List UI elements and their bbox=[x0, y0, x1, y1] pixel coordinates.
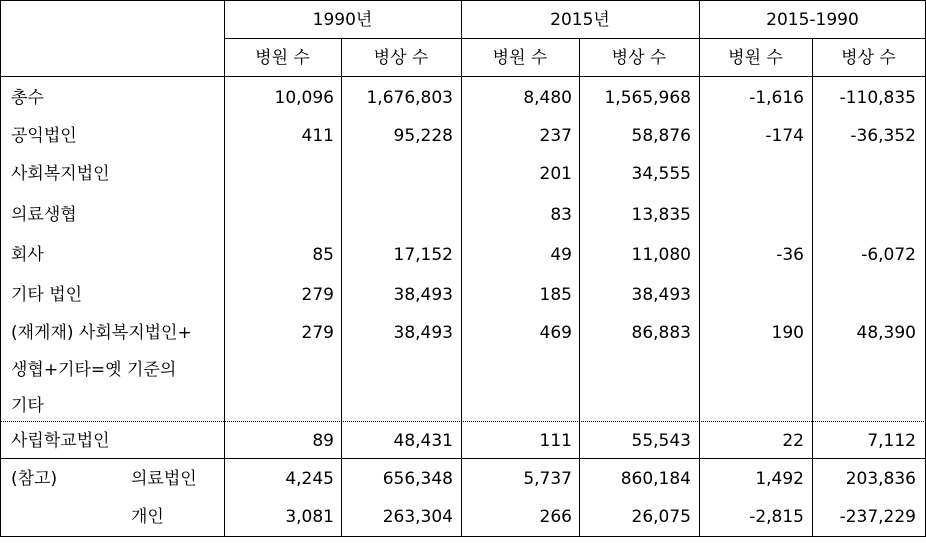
table-cell: 34,555 bbox=[631, 164, 691, 184]
table-cell: -237,229 bbox=[839, 507, 916, 527]
table-cell: -2,815 bbox=[749, 507, 804, 527]
table-cell: 13,835 bbox=[631, 205, 691, 225]
table-cell: 3,081 bbox=[285, 507, 334, 527]
table-cell: 1,492 bbox=[755, 469, 804, 489]
row-label: 회사 bbox=[11, 245, 44, 265]
table-cell: 5,737 bbox=[523, 469, 572, 489]
table-cell: 38,493 bbox=[631, 285, 691, 305]
subheader: 병상 수 bbox=[841, 48, 896, 68]
table-cell: 7,112 bbox=[867, 431, 916, 451]
subheader: 병상 수 bbox=[611, 48, 667, 68]
header-group-1990: 1990년 bbox=[312, 10, 373, 30]
row-label-prefix: (참고) bbox=[11, 469, 58, 489]
row-label: 기타 bbox=[11, 396, 44, 416]
table-cell: 266 bbox=[539, 507, 572, 527]
table-cell: 11,080 bbox=[631, 245, 691, 265]
table-cell: 1,676,803 bbox=[366, 88, 453, 108]
row-label: 의료법인 bbox=[131, 469, 197, 489]
table-cell: 111 bbox=[539, 431, 572, 451]
row-label: 사회복지법인 bbox=[11, 164, 110, 184]
reference-divider bbox=[0, 458, 926, 459]
table-cell: 38,493 bbox=[393, 323, 453, 343]
subheader: 병원 수 bbox=[255, 48, 310, 68]
table-cell: 469 bbox=[539, 323, 572, 343]
label-column-divider bbox=[224, 0, 225, 537]
subheader: 병상 수 bbox=[373, 48, 429, 68]
table-cell: -110,835 bbox=[839, 88, 916, 108]
table-cell: 48,431 bbox=[393, 431, 453, 451]
table-cell: 38,493 bbox=[393, 285, 453, 305]
column-divider bbox=[812, 38, 813, 537]
header-group-divider bbox=[224, 38, 926, 39]
subheader: 병원 수 bbox=[728, 48, 783, 68]
subheader: 병원 수 bbox=[492, 48, 548, 68]
table-cell: 8,480 bbox=[523, 88, 572, 108]
row-label: 생협+기타=옛 기준의 bbox=[11, 360, 177, 380]
table-cell: 4,245 bbox=[285, 469, 334, 489]
table-cell: 83 bbox=[550, 205, 572, 225]
table-cell: -36 bbox=[776, 245, 804, 265]
group-divider bbox=[461, 0, 462, 537]
row-label: 의료생협 bbox=[11, 205, 77, 225]
row-label: 기타 법인 bbox=[11, 285, 83, 305]
header-group-diff: 2015-1990 bbox=[766, 10, 859, 30]
table-cell: -36,352 bbox=[850, 126, 916, 146]
table-cell: 279 bbox=[301, 285, 334, 305]
header-group-2015: 2015년 bbox=[550, 10, 610, 30]
table-cell: 85 bbox=[312, 245, 334, 265]
table-cell: 17,152 bbox=[393, 245, 453, 265]
header-bottom-border bbox=[0, 76, 926, 77]
table-cell: -174 bbox=[765, 126, 804, 146]
table-cell: 26,075 bbox=[631, 507, 691, 527]
table-cell: 1,565,968 bbox=[604, 88, 691, 108]
table-cell: 656,348 bbox=[382, 469, 453, 489]
table-cell: 411 bbox=[301, 126, 334, 146]
row-label: 총수 bbox=[11, 88, 44, 108]
table-cell: 263,304 bbox=[382, 507, 453, 527]
row-label: 사립학교법인 bbox=[11, 431, 110, 451]
table-cell: 190 bbox=[771, 323, 804, 343]
table-cell: 185 bbox=[539, 285, 572, 305]
dotted-divider bbox=[0, 421, 926, 422]
row-label: (재게재) 사회복지법인+ bbox=[11, 323, 192, 343]
table-cell: 10,096 bbox=[274, 88, 334, 108]
table-cell: 279 bbox=[301, 323, 334, 343]
table-cell: 203,836 bbox=[845, 469, 916, 489]
table-cell: -6,072 bbox=[861, 245, 916, 265]
table-cell: 22 bbox=[782, 431, 804, 451]
table-cell: 49 bbox=[550, 245, 572, 265]
table-cell: 95,228 bbox=[393, 126, 453, 146]
table-cell: -1,616 bbox=[749, 88, 804, 108]
table-border-top bbox=[0, 0, 926, 1]
table-cell: 89 bbox=[312, 431, 334, 451]
table-border-left bbox=[0, 0, 1, 537]
table-cell: 48,390 bbox=[856, 323, 916, 343]
table-border-bottom bbox=[0, 536, 926, 537]
table-cell: 237 bbox=[539, 126, 572, 146]
table-cell: 860,184 bbox=[620, 469, 691, 489]
table-cell: 55,543 bbox=[631, 431, 691, 451]
row-label: 개인 bbox=[131, 507, 164, 527]
table-cell: 58,876 bbox=[631, 126, 691, 146]
group-divider bbox=[699, 0, 700, 537]
table-cell: 86,883 bbox=[631, 323, 691, 343]
table-cell: 201 bbox=[539, 164, 572, 184]
row-label: 공익법인 bbox=[11, 126, 77, 146]
